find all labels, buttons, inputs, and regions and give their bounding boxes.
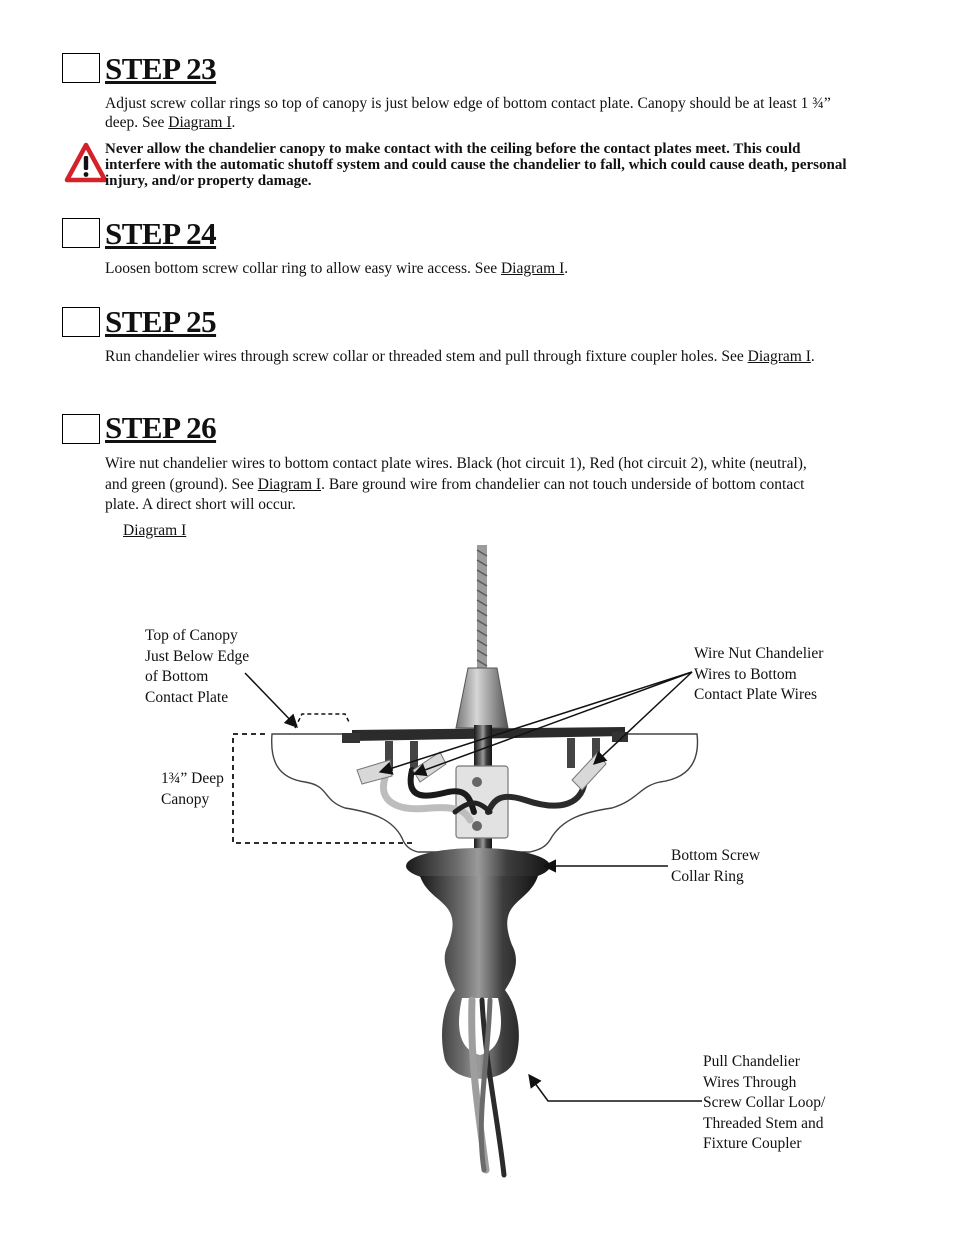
step-23-warning: Never allow the chandelier canopy to make contact with the ceiling before the contact plates meet. This could interfere with the automatic shutoff system and could cause the chandelier to fall, which could cause death, personal injury, and/or property damage. xyxy=(105,141,847,189)
step-25-diagram-link[interactable]: Diagram I xyxy=(747,348,811,365)
step-24-diagram-link[interactable]: Diagram I xyxy=(500,260,565,277)
label-pull-wires: Pull Chandelier Wires Through Screw Collar Loop/ Threaded Stem and Fixture Coupler xyxy=(703,1053,826,1152)
cone-connector xyxy=(456,668,508,728)
step-24-title: STEP 24 xyxy=(105,216,217,251)
diagram-caption: Diagram I xyxy=(123,522,187,539)
step-23-diagram-link[interactable]: Diagram I xyxy=(168,114,232,131)
step-23-text: Adjust screw collar rings so top of canopy is just below edge of bottom contact plate. Canopy should be at least 1 ¾” deep. See Diagram I. xyxy=(105,95,831,131)
step-25-text: Run chandelier wires through screw collar or threaded stem and pull through fixture coupler holes. See Diagram I. xyxy=(105,348,815,365)
step-26-diagram-link[interactable]: Diagram I xyxy=(257,475,322,493)
label-bottom-collar: Bottom Screw Collar Ring xyxy=(671,847,761,885)
step-24-text: Loosen bottom screw collar ring to allow easy wire access. See Diagram I. xyxy=(105,260,569,277)
step-23-title: STEP 23 xyxy=(105,51,217,86)
label-top-of-canopy: Top of Canopy Just Below Edge of Bottom Contact Plate xyxy=(145,627,250,706)
step-25-title: STEP 25 xyxy=(105,304,217,339)
label-wire-nut: Wire Nut Chandelier Wires to Bottom Contact Plate Wires xyxy=(694,645,824,703)
step-26-text: Wire nut chandelier wires to bottom contact plate wires. Black (hot circuit 1), Red (hot circuit 2), white (neutral), and green (ground). See Diagram I. Bare ground wire from chandelier can not touch underside of bottom contact plate. A direct short will occur. xyxy=(105,455,807,513)
label-deep-canopy: 1¾” Deep Canopy xyxy=(161,770,224,808)
step-26-title: STEP 26 xyxy=(105,410,217,445)
support-cable xyxy=(477,545,487,670)
canopy-top-bracket xyxy=(295,714,350,728)
fixture-coupler xyxy=(456,766,508,838)
